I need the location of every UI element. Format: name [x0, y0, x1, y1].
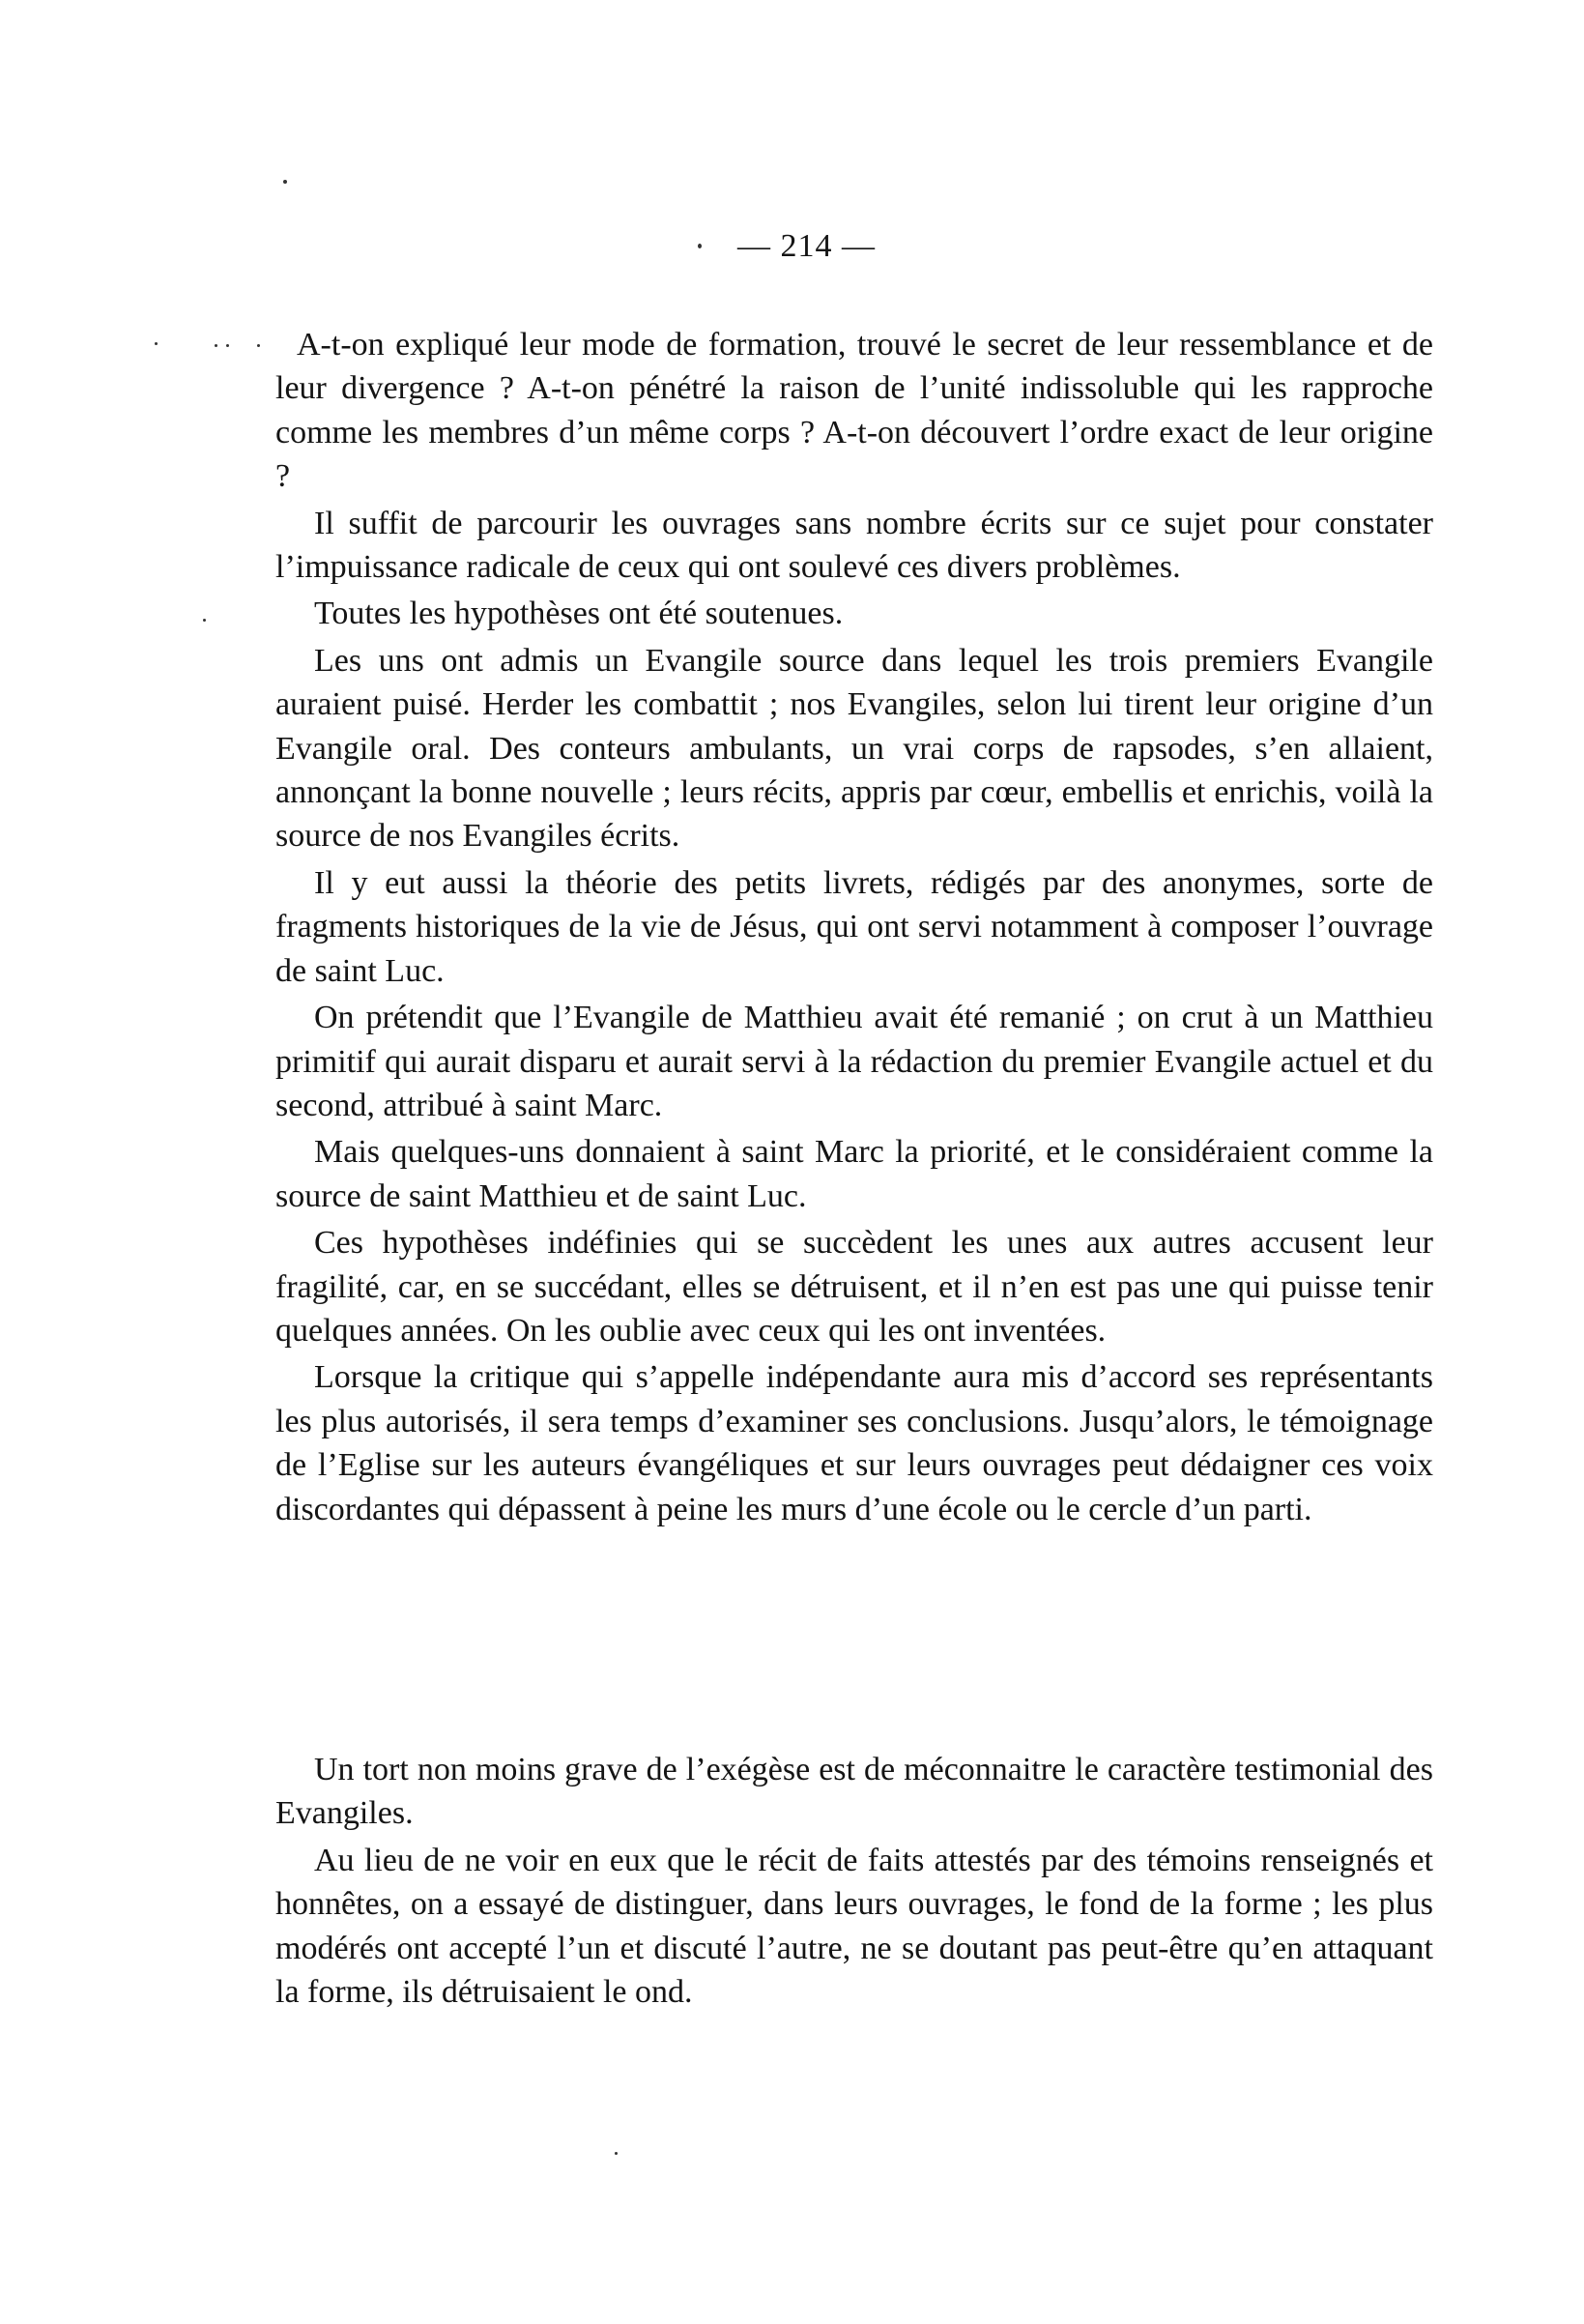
- scan-speck: [226, 344, 229, 347]
- paragraph: Au lieu de ne voir en eux que le récit de faits attestés par des témoins renseignés et honnêtes, on a essayé de distinguer, dans leurs ouvrages, le fond de la forme ; les plus modérés ont accepté l’un et discuté l’autre, ne se doutant pas peut-être qu’en attaquant la forme, ils détruisaient le ond.: [275, 1842, 1433, 2011]
- text-section-1: [275, 323, 1433, 1534]
- paragraph: On prétendit que l’Evangile de Matthieu avait été remanié ; on crut à un Matthieu primitif qui aurait disparu et aurait servi à la rédaction du premier Evangile actuel et du second, attribué à saint Marc.: [275, 1000, 1433, 1123]
- paragraph: Toutes les hypothèses ont été soutenues.: [314, 596, 844, 632]
- scan-speck: [203, 619, 206, 622]
- text-section-2: [275, 1748, 1433, 2017]
- paragraph: Lorsque la critique qui s’appelle indépendante aura mis d’accord ses représentants les plus autorisés, il sera temps d’examiner ses conclusions. Jusqu’alors, le témoignage de l’Eglise sur les auteurs évangéliques et sur leurs ouvrages peut dédaigner ces voix discordantes qui dépassent à peine les murs d’une école ou le cercle d’un parti.: [275, 1359, 1433, 1527]
- paragraph: Il y eut aussi la théorie des petits livrets, rédigés par des anonymes, sorte de fragments historiques de la vie de Jésus, qui ont servi notamment à composer l’ouvrage de saint Luc.: [275, 864, 1433, 989]
- scan-speck: [283, 180, 287, 184]
- scan-speck: [215, 344, 217, 347]
- paragraph: Mais quelques-uns donnaient à saint Marc la priorité, et le considéraient comme la source de saint Matthieu et de saint Luc.: [275, 1134, 1433, 1214]
- paragraph: Les uns ont admis un Evangile source dans lequel les trois premiers Evangile auraient puisé. Herder les combattit ; nos Evangiles, selon lui tirent leur origine d’un Evangile oral. Des conteurs ambulants, un vrai corps de rapsodes, s’en allaient, annonçant la bonne nouvelle ; leurs récits, appris par cœur, embellis et enrichis, voilà la source de nos Evangiles écrits.: [275, 642, 1433, 855]
- paragraph: Un tort non moins grave de l’exégèse est de méconnaitre le caractère testimonial des Evangiles.: [275, 1752, 1433, 1832]
- page-number: — 214 —: [737, 228, 876, 264]
- scan-speck: [155, 342, 158, 345]
- paragraph: A-t-on expliqué leur mode de formation, trouvé le secret de leur ressemblance et de leur divergence ? A-t-on pénétré la raison de l’unité indissoluble qui les rapproche comme les membres d’un même corps ? A-t-on découvert l’ordre exact de leur origine ?: [275, 327, 1433, 495]
- scan-speck: [615, 2152, 618, 2155]
- scan-speck: [257, 344, 260, 347]
- paragraph: Il suffit de parcourir les ouvrages sans nombre écrits sur ce sujet pour constater l’impuissance radicale de ceux qui ont soulevé ces divers problèmes.: [275, 505, 1433, 586]
- paragraph: Ces hypothèses indéfinies qui se succèdent les unes aux autres accusent leur fragilité, car, en se succédant, elles se détruisent, et il n’en est pas une qui puisse tenir quelques années. On les oublie avec ceux qui les ont inventées.: [275, 1225, 1433, 1349]
